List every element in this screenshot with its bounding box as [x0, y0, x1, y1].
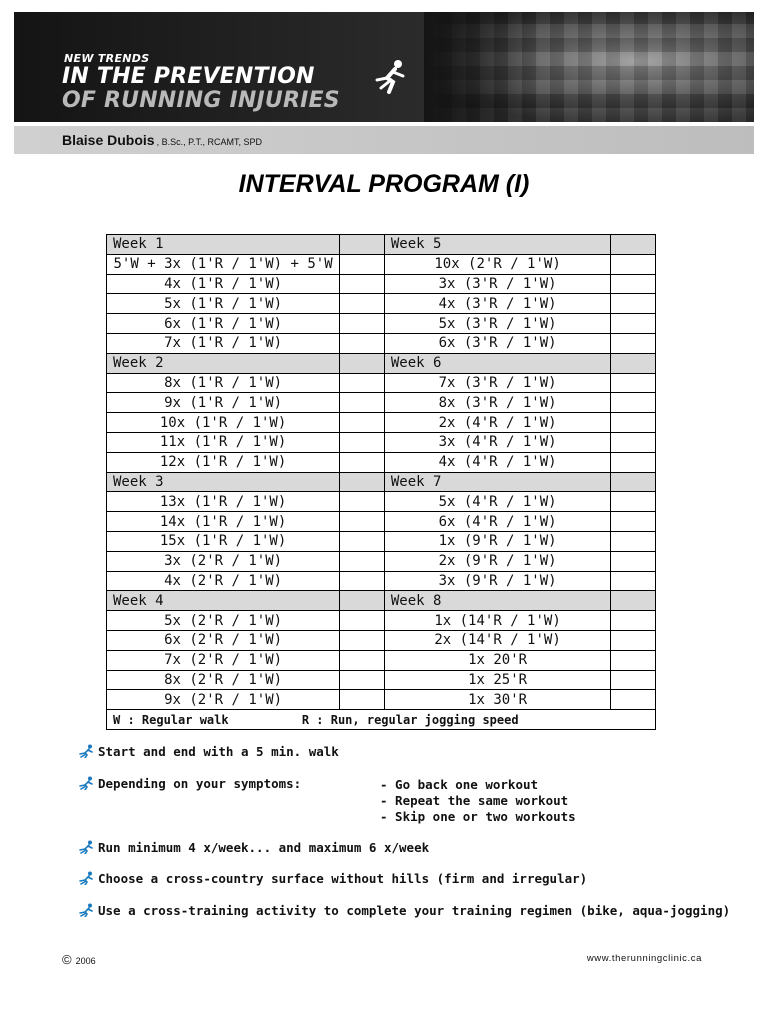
checkbox-cell — [611, 472, 656, 492]
table-row — [107, 650, 656, 670]
workout-cell: 6x (3'R / 1'W) — [384, 333, 610, 353]
checkbox-cell — [340, 670, 385, 690]
symptom-options — [380, 777, 576, 825]
workout-cell: 5x (2'R / 1'W) — [107, 611, 340, 631]
table-row — [107, 432, 656, 452]
workout-cell: 14x (1'R / 1'W) — [107, 512, 340, 532]
symptom-option: - Skip one or two workouts — [380, 809, 576, 824]
checkbox-cell — [611, 314, 656, 334]
checkbox-cell — [611, 690, 656, 710]
interval-program-table — [106, 234, 656, 730]
week-label: Week 4 — [107, 591, 340, 611]
note-surface: Choose a cross-country surface without hills (firm and irregular) — [78, 871, 587, 886]
checkbox-cell — [611, 492, 656, 512]
note-cross-training: Use a cross-training activity to complete your training regimen (bike, aqua-jogging) — [78, 903, 730, 918]
week-header-row — [107, 591, 656, 611]
workout-cell: 1x 25'R — [384, 670, 610, 690]
author-name: Blaise Dubois , B.Sc., P.T., RCAMT, SPD — [62, 132, 262, 148]
workout-cell: 8x (3'R / 1'W) — [384, 393, 610, 413]
week-label: Week 8 — [384, 591, 610, 611]
symptom-option: - Repeat the same workout — [380, 793, 569, 808]
week-header-row — [107, 353, 656, 373]
table-row — [107, 531, 656, 551]
checkbox-cell — [340, 373, 385, 393]
banner-line-1: NEW TRENDS — [64, 52, 150, 65]
checkbox-cell — [611, 294, 656, 314]
workout-cell: 2x (9'R / 1'W) — [384, 551, 610, 571]
workout-cell: 11x (1'R / 1'W) — [107, 432, 340, 452]
checkbox-cell — [611, 333, 656, 353]
checkbox-cell — [340, 690, 385, 710]
checkbox-cell — [340, 492, 385, 512]
workout-cell: 1x (9'R / 1'W) — [384, 531, 610, 551]
banner-photo — [424, 12, 754, 122]
table-row — [107, 611, 656, 631]
footer-year: 2006 — [75, 956, 96, 966]
checkbox-cell — [611, 551, 656, 571]
checkbox-cell — [611, 274, 656, 294]
table-row — [107, 254, 656, 274]
table-row — [107, 274, 656, 294]
week-header-row — [107, 235, 656, 255]
table-row — [107, 551, 656, 571]
checkbox-cell — [611, 353, 656, 373]
checkbox-cell — [340, 314, 385, 334]
checkbox-cell — [611, 670, 656, 690]
checkbox-cell — [340, 551, 385, 571]
checkbox-cell — [340, 452, 385, 472]
workout-cell: 7x (2'R / 1'W) — [107, 650, 340, 670]
checkbox-cell — [340, 571, 385, 591]
checkbox-cell — [340, 630, 385, 650]
workout-cell: 2x (4'R / 1'W) — [384, 413, 610, 433]
copyright-symbol: © — [62, 952, 72, 967]
checkbox-cell — [340, 353, 385, 373]
week-label: Week 5 — [384, 235, 610, 255]
symptom-option: - Go back one workout — [380, 777, 539, 792]
note-start-end: Start and end with a 5 min. walk — [78, 744, 339, 759]
workout-cell: 1x (14'R / 1'W) — [384, 611, 610, 631]
author-bar — [14, 126, 754, 154]
workout-cell: 6x (1'R / 1'W) — [107, 314, 340, 334]
runner-bullet-icon — [78, 903, 94, 917]
checkbox-cell — [340, 650, 385, 670]
checkbox-cell — [611, 393, 656, 413]
checkbox-cell — [340, 413, 385, 433]
banner-line-2: IN THE PREVENTION — [62, 64, 315, 89]
workout-cell: 3x (4'R / 1'W) — [384, 432, 610, 452]
runner-bullet-icon — [78, 744, 94, 758]
note-symptoms: Depending on your symptoms: — [78, 776, 301, 791]
checkbox-cell — [611, 591, 656, 611]
workout-cell: 4x (4'R / 1'W) — [384, 452, 610, 472]
checkbox-cell — [611, 432, 656, 452]
week-label: Week 3 — [107, 472, 340, 492]
page-title: INTERVAL PROGRAM (I) — [238, 170, 530, 198]
workout-cell: 9x (2'R / 1'W) — [107, 690, 340, 710]
workout-cell: 2x (14'R / 1'W) — [384, 630, 610, 650]
week-label: Week 2 — [107, 353, 340, 373]
workout-cell: 10x (1'R / 1'W) — [107, 413, 340, 433]
table-row — [107, 294, 656, 314]
table-row — [107, 413, 656, 433]
week-label: Week 6 — [384, 353, 610, 373]
workout-cell: 7x (3'R / 1'W) — [384, 373, 610, 393]
workout-cell: 10x (2'R / 1'W) — [384, 254, 610, 274]
author-credentials: , B.Sc., P.T., RCAMT, SPD — [156, 137, 262, 147]
workout-cell: 3x (2'R / 1'W) — [107, 551, 340, 571]
table-row — [107, 512, 656, 532]
legend-row — [107, 710, 656, 730]
workout-cell: 3x (9'R / 1'W) — [384, 571, 610, 591]
banner-line-3: OF RUNNING INJURIES — [62, 88, 340, 113]
workout-cell: 15x (1'R / 1'W) — [107, 531, 340, 551]
note-frequency: Run minimum 4 x/week... and maximum 6 x/week — [78, 840, 429, 855]
header-banner — [14, 12, 754, 122]
checkbox-cell — [611, 452, 656, 472]
workout-cell: 6x (4'R / 1'W) — [384, 512, 610, 532]
table-row — [107, 630, 656, 650]
workout-cell: 4x (1'R / 1'W) — [107, 274, 340, 294]
table-row — [107, 452, 656, 472]
workout-cell: 9x (1'R / 1'W) — [107, 393, 340, 413]
checkbox-cell — [340, 531, 385, 551]
workout-cell: 4x (2'R / 1'W) — [107, 571, 340, 591]
workout-cell: 8x (2'R / 1'W) — [107, 670, 340, 690]
workout-cell: 5x (4'R / 1'W) — [384, 492, 610, 512]
footer-website[interactable]: www.therunningclinic.ca — [586, 953, 702, 964]
week-header-row — [107, 472, 656, 492]
workout-cell: 7x (1'R / 1'W) — [107, 333, 340, 353]
checkbox-cell — [340, 294, 385, 314]
checkbox-cell — [340, 611, 385, 631]
checkbox-cell — [340, 393, 385, 413]
workout-cell: 5x (1'R / 1'W) — [107, 294, 340, 314]
checkbox-cell — [611, 650, 656, 670]
workout-cell: 6x (2'R / 1'W) — [107, 630, 340, 650]
checkbox-cell — [340, 432, 385, 452]
footer-copyright — [62, 952, 96, 967]
checkbox-cell — [611, 531, 656, 551]
checkbox-cell — [611, 630, 656, 650]
legend-walk: W : Regular walk — [113, 712, 229, 727]
checkbox-cell — [340, 333, 385, 353]
checkbox-cell — [340, 254, 385, 274]
runner-logo-icon — [371, 58, 407, 96]
workout-cell: 3x (3'R / 1'W) — [384, 274, 610, 294]
week-label: Week 1 — [107, 235, 340, 255]
checkbox-cell — [611, 254, 656, 274]
runner-bullet-icon — [78, 871, 94, 885]
workout-cell: 4x (3'R / 1'W) — [384, 294, 610, 314]
workout-cell: 12x (1'R / 1'W) — [107, 452, 340, 472]
checkbox-cell — [340, 274, 385, 294]
workout-cell: 13x (1'R / 1'W) — [107, 492, 340, 512]
checkbox-cell — [611, 235, 656, 255]
workout-cell: 1x 30'R — [384, 690, 610, 710]
table-row — [107, 333, 656, 353]
workout-cell: 5'W + 3x (1'R / 1'W) + 5'W — [107, 254, 340, 274]
table-row — [107, 373, 656, 393]
checkbox-cell — [340, 472, 385, 492]
legend-run: R : Run, regular jogging speed — [301, 712, 519, 727]
week-label: Week 7 — [384, 472, 610, 492]
checkbox-cell — [340, 235, 385, 255]
checkbox-cell — [340, 591, 385, 611]
table-row — [107, 670, 656, 690]
workout-cell: 8x (1'R / 1'W) — [107, 373, 340, 393]
checkbox-cell — [611, 571, 656, 591]
checkbox-cell — [611, 373, 656, 393]
workout-cell: 5x (3'R / 1'W) — [384, 314, 610, 334]
table-row — [107, 314, 656, 334]
runner-bullet-icon — [78, 776, 94, 790]
checkbox-cell — [611, 413, 656, 433]
workout-cell: 1x 20'R — [384, 650, 610, 670]
runner-bullet-icon — [78, 840, 94, 854]
checkbox-cell — [611, 512, 656, 532]
table-row — [107, 492, 656, 512]
checkbox-cell — [611, 611, 656, 631]
table-row — [107, 571, 656, 591]
table-row — [107, 393, 656, 413]
checkbox-cell — [340, 512, 385, 532]
table-row — [107, 690, 656, 710]
